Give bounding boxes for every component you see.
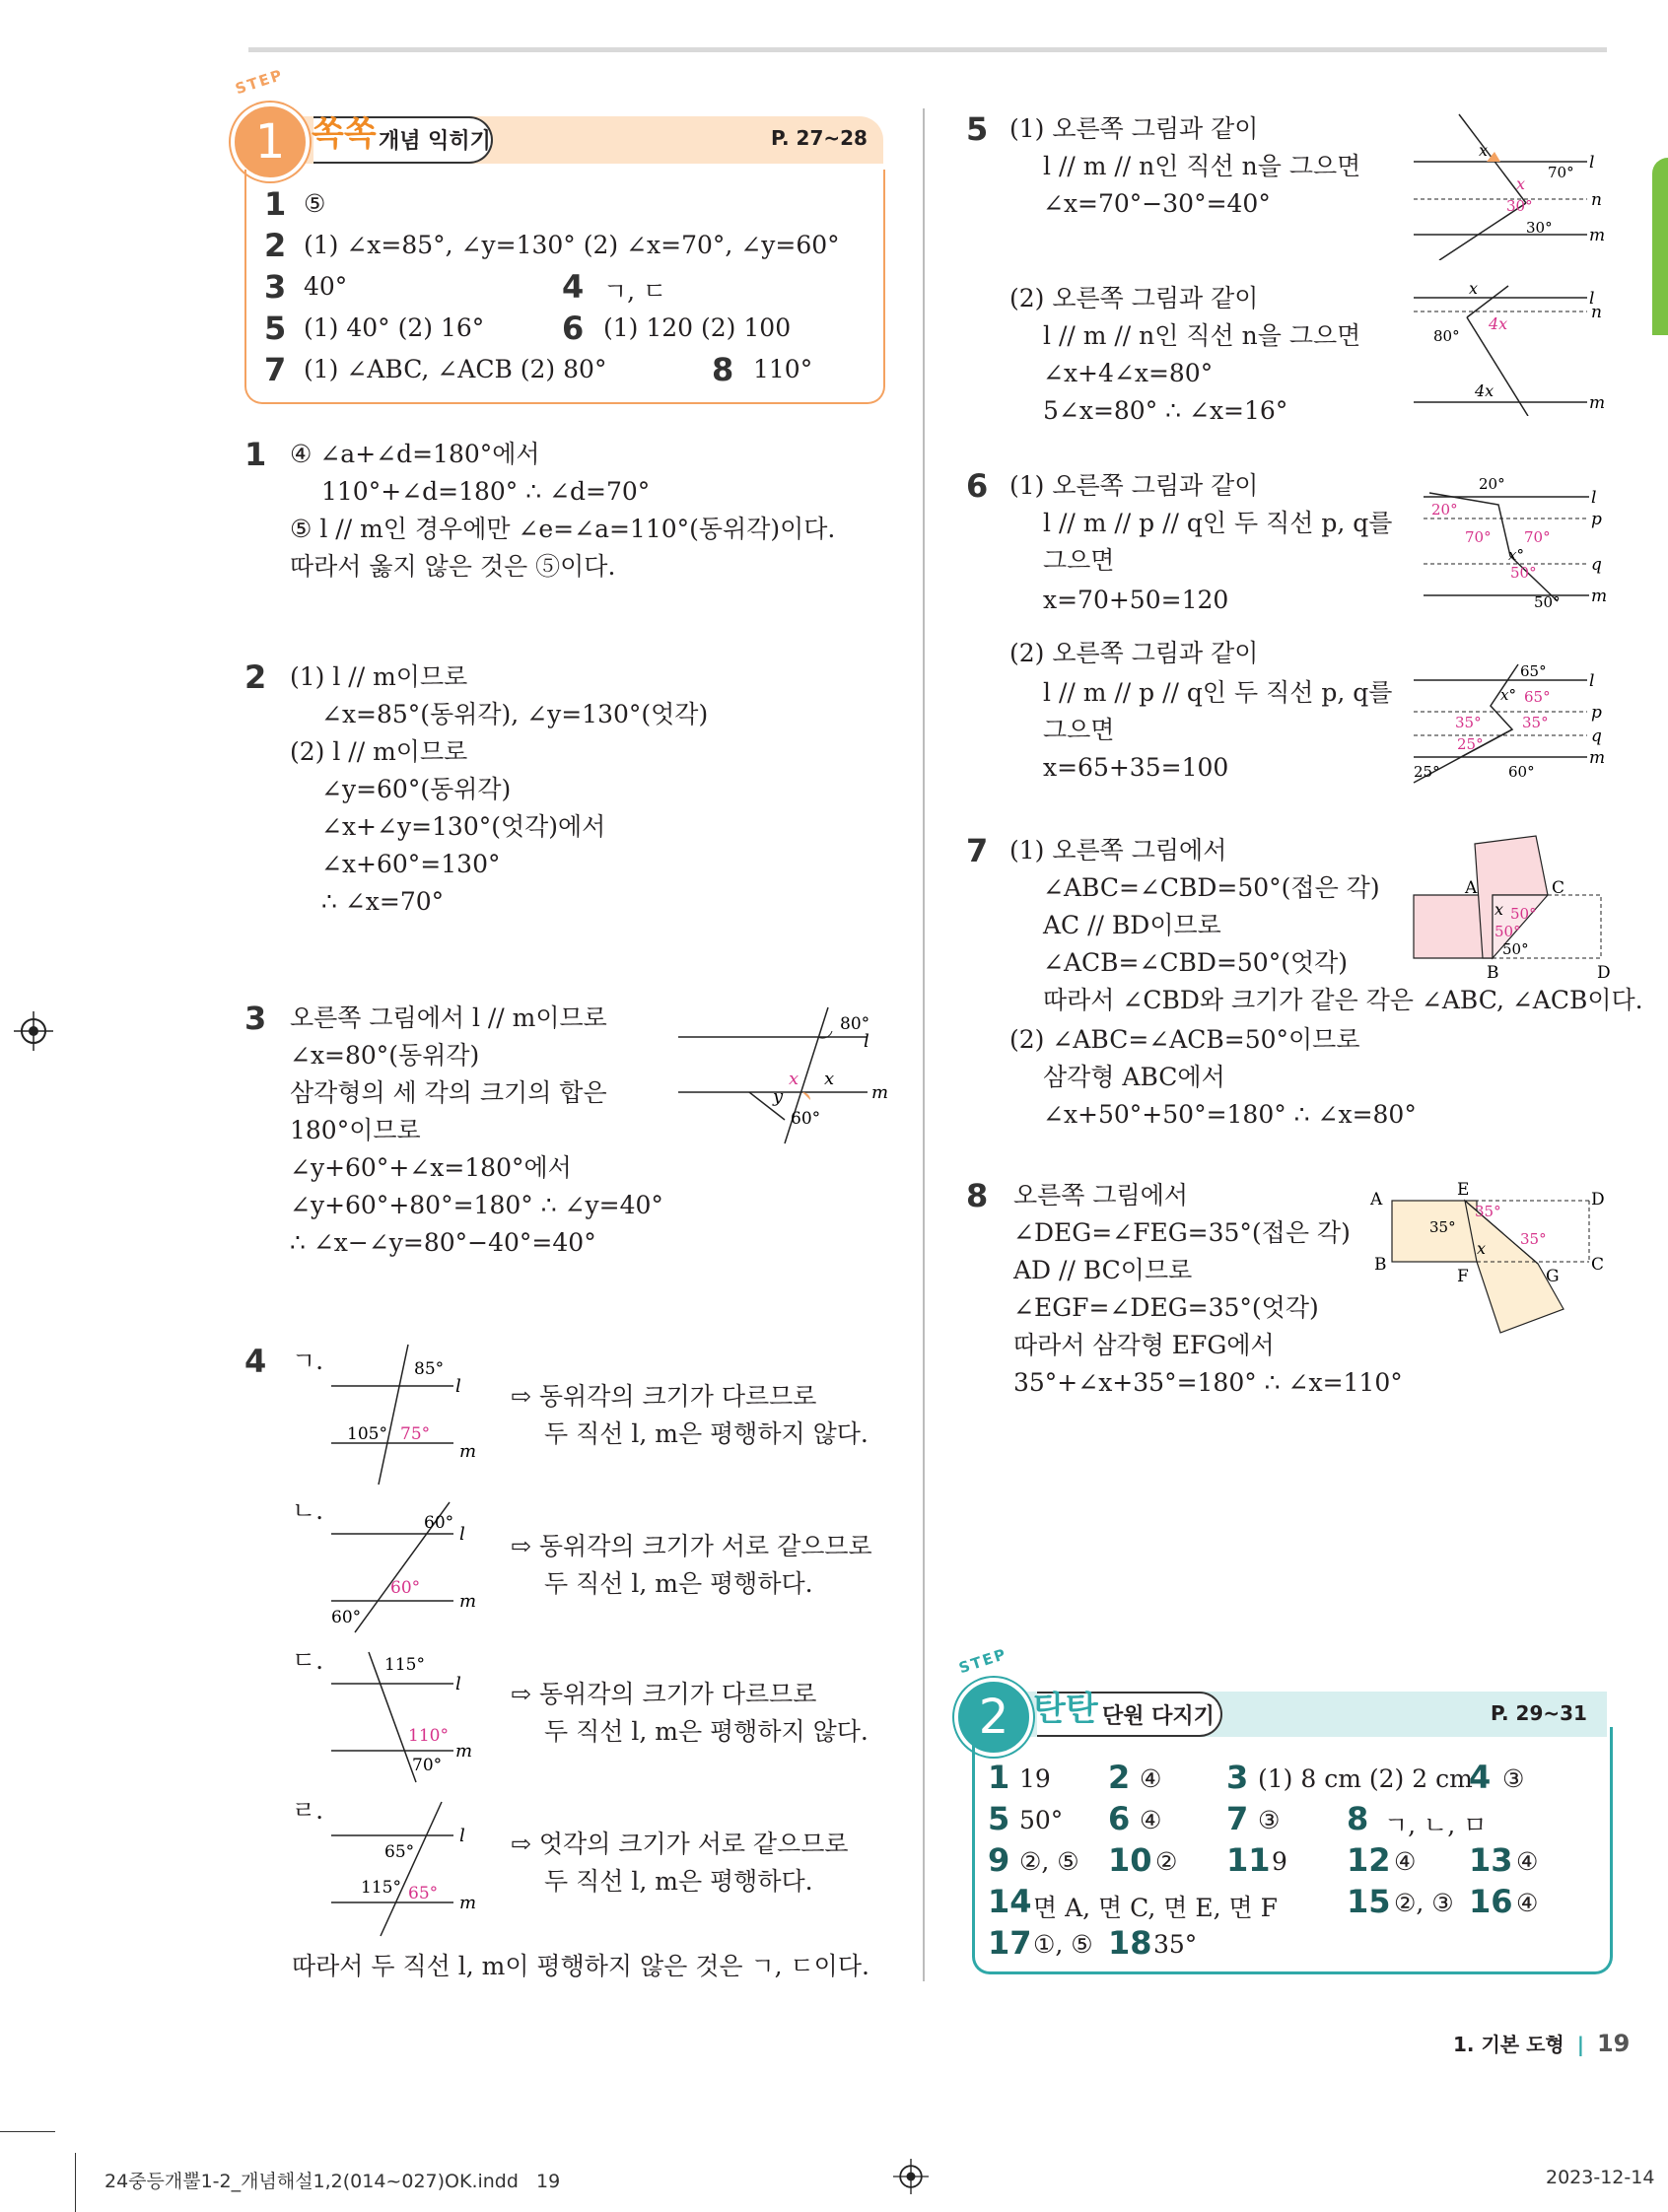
answer-value: ②, ③ xyxy=(1394,1889,1454,1917)
fig6b-35m2: 35° xyxy=(1522,714,1549,731)
fig4c-m: m xyxy=(455,1741,473,1762)
step1-title: 개념 익히기 xyxy=(379,129,491,154)
fig5a-30: 30° xyxy=(1526,219,1553,237)
fig6a-l: l xyxy=(1591,488,1597,508)
answer-num: 4 xyxy=(1469,1759,1492,1796)
solution-line: 그으면 xyxy=(1043,716,1115,744)
solution-line: 오른쪽 그림에서 l // m이므로 xyxy=(290,1003,607,1032)
answer-value: ④ xyxy=(1516,1847,1539,1876)
fig4a-l: l xyxy=(455,1376,461,1397)
solution-line: ∠x+50°+50°=180° ∴ ∠x=80° xyxy=(1043,1100,1417,1129)
figure-5-2 xyxy=(1410,278,1617,416)
fig6a-70m: 70° xyxy=(1465,528,1492,546)
fig4d-m: m xyxy=(459,1893,477,1913)
answer-num: 17 xyxy=(988,1924,1032,1962)
answer-num: 11 xyxy=(1226,1841,1271,1879)
fig7-x: x xyxy=(1494,900,1504,919)
solution-line: ∠ACB=∠CBD=50°(엇각) xyxy=(1043,948,1349,977)
fig3-y: y xyxy=(773,1086,784,1107)
s4-explain-2: 두 직선 l, m은 평행하지 않다. xyxy=(544,1717,869,1746)
fig6b-25m: 25° xyxy=(1457,735,1484,753)
s4-conclusion: 따라서 두 직선 l, m이 평행하지 않은 것은 ㄱ, ㄷ이다. xyxy=(292,1952,869,1980)
fig8-E: E xyxy=(1457,1180,1470,1200)
answer-num: 6 xyxy=(562,310,585,347)
right-tab-edge xyxy=(1652,158,1668,335)
fig8-C: C xyxy=(1591,1255,1605,1275)
answer-value: (1) 8 cm (2) 2 cm xyxy=(1258,1764,1473,1793)
s4-item-mark: ㄴ. xyxy=(292,1496,324,1525)
solution-line: (1) 오른쪽 그림에서 xyxy=(1009,836,1227,864)
step1-title-big: 쏙쏙 xyxy=(312,114,377,154)
fig6a-m: m xyxy=(1591,587,1608,606)
solution-line: (1) 오른쪽 그림과 같이 xyxy=(1009,471,1259,500)
answer-value: ①, ⑤ xyxy=(1033,1930,1093,1959)
answer-num: 15 xyxy=(1347,1883,1391,1920)
footer-separator: | xyxy=(1576,2033,1585,2056)
s4-explain-1: ⇨ 엇각의 크기가 서로 같으므로 xyxy=(511,1830,849,1858)
s4-explain-1: ⇨ 동위각의 크기가 다르므로 xyxy=(511,1680,817,1708)
answer-num: 5 xyxy=(264,310,287,347)
fig8-B: B xyxy=(1374,1255,1387,1275)
step1-pages: P. 27~28 xyxy=(771,126,868,150)
answer-value: (1) 120 (2) 100 xyxy=(603,313,792,342)
s4-explain-2: 두 직선 l, m은 평행하지 않다. xyxy=(544,1419,869,1448)
crop-mark-left xyxy=(0,2131,55,2132)
answer-value: ④ xyxy=(1140,1806,1162,1834)
figure-4-c xyxy=(325,1648,493,1786)
answer-value: 19 xyxy=(1019,1764,1051,1793)
fig8-A: A xyxy=(1370,1190,1383,1210)
answer-num: 2 xyxy=(1108,1759,1131,1796)
solution-line: ∠EGF=∠DEG=35°(엇각) xyxy=(1013,1293,1319,1322)
answer-num: 9 xyxy=(988,1841,1010,1879)
fig5b-l: l xyxy=(1589,289,1595,309)
fig4a-m: m xyxy=(459,1441,477,1462)
fig4d-top-angle: 65° xyxy=(384,1842,415,1862)
fig4b-right-angle: 60° xyxy=(390,1578,421,1598)
solution-number: 5 xyxy=(966,110,989,148)
fig5a-x2: x xyxy=(1516,174,1526,193)
fig4c-right-angle: 110° xyxy=(408,1726,449,1746)
answer-value: 50° xyxy=(1019,1806,1064,1834)
solution-line: ∠y=60°(동위각) xyxy=(321,775,512,803)
solution-number: 4 xyxy=(244,1343,267,1380)
answer-value: (1) ∠x=85°, ∠y=130° (2) ∠x=70°, ∠y=60° xyxy=(304,231,840,259)
fig6a-x: x° xyxy=(1508,546,1524,564)
solution-line: l // m // p // q인 두 직선 p, q를 xyxy=(1043,509,1393,537)
fig4c-left-angle: 70° xyxy=(412,1756,443,1775)
solution-number: 7 xyxy=(966,832,989,869)
crop-mark-vertical xyxy=(75,2153,76,2212)
solution-line: ∠y+60°+80°=180° ∴ ∠y=40° xyxy=(290,1191,663,1219)
solution-number: 1 xyxy=(244,436,267,473)
fig4c-top-angle: 115° xyxy=(384,1655,425,1675)
fig7-50m2: 50° xyxy=(1494,923,1521,940)
answer-num: 5 xyxy=(988,1800,1010,1837)
solution-line: 따라서 ∠CBD와 크기가 같은 각은 ∠ABC, ∠ACB이다. xyxy=(1043,986,1643,1014)
solution-number: 3 xyxy=(244,1000,267,1037)
fig5b-m: m xyxy=(1589,393,1606,413)
answer-value: 40° xyxy=(304,272,348,301)
answer-value: ② xyxy=(1155,1847,1178,1876)
solution-line: (2) 오른쪽 그림과 같이 xyxy=(1009,284,1259,312)
answer-num: 7 xyxy=(1226,1800,1249,1837)
solution-line: ④ ∠a+∠d=180°에서 xyxy=(290,440,540,468)
answer-value: 35° xyxy=(1153,1930,1198,1959)
solution-line: 삼각형의 세 각의 크기의 합은 xyxy=(290,1078,607,1107)
fig4c-l: l xyxy=(455,1674,461,1694)
top-rule xyxy=(248,47,1607,52)
figure-4-d xyxy=(325,1800,493,1938)
fig6b-65: 65° xyxy=(1520,662,1547,680)
figure-3 xyxy=(670,1002,897,1169)
fig8-35m: 35° xyxy=(1475,1203,1501,1220)
answer-value: ④ xyxy=(1516,1889,1539,1917)
answer-num: 16 xyxy=(1469,1883,1513,1920)
solution-number: 8 xyxy=(966,1177,989,1214)
fig4a-top-angle: 85° xyxy=(414,1359,445,1379)
fig7-D: D xyxy=(1597,963,1611,983)
figure-5-1 xyxy=(1410,112,1617,260)
solution-line: AD // BC이므로 xyxy=(1013,1256,1193,1284)
fig6a-20: 20° xyxy=(1479,475,1505,493)
answer-num: 1 xyxy=(264,185,287,223)
print-file-label: 24중등개뿔1-2_개념해설1,2(014~027)OK.indd 19 xyxy=(104,2171,561,2192)
solution-number: 6 xyxy=(966,467,989,505)
answer-value: ⑤ xyxy=(304,189,326,218)
answer-num: 7 xyxy=(264,351,287,388)
s4-explain-1: ⇨ 동위각의 크기가 서로 같으므로 xyxy=(511,1532,872,1560)
solution-line: ∠DEG=∠FEG=35°(접은 각) xyxy=(1013,1218,1351,1247)
solution-line: 그으면 xyxy=(1043,546,1115,575)
fig5a-m: m xyxy=(1589,226,1606,245)
solution-number: 2 xyxy=(244,658,267,696)
solution-line: 삼각형 ABC에서 xyxy=(1043,1063,1225,1091)
figure-6-1 xyxy=(1420,471,1617,619)
fig3-angle-80: 80° xyxy=(840,1014,870,1034)
fig8-D: D xyxy=(1591,1190,1605,1210)
answer-value: ②, ⑤ xyxy=(1019,1847,1079,1876)
solution-line: ∠x=85°(동위각), ∠y=130°(엇각) xyxy=(321,700,709,728)
fig7-B: B xyxy=(1487,963,1499,983)
fig3-angle-60: 60° xyxy=(791,1109,821,1129)
solution-line: ∠x+∠y=130°(엇각)에서 xyxy=(321,812,606,841)
solution-line: (2) 오른쪽 그림과 같이 xyxy=(1009,639,1259,667)
answer-num: 6 xyxy=(1108,1800,1131,1837)
solution-line: ∠y+60°+∠x=180°에서 xyxy=(290,1153,572,1182)
step1-header xyxy=(231,65,883,172)
answer-num: 1 xyxy=(988,1759,1010,1796)
answer-value: 110° xyxy=(753,355,813,383)
s4-item-mark: ㄷ. xyxy=(292,1646,324,1675)
solution-line: 35°+∠x+35°=180° ∴ ∠x=110° xyxy=(1013,1368,1403,1397)
column-divider xyxy=(923,108,925,1981)
answer-value: ③ xyxy=(1502,1764,1525,1793)
solution-line: 5∠x=80° ∴ ∠x=16° xyxy=(1043,396,1288,425)
fig6a-p: p xyxy=(1591,510,1602,529)
fig4b-m: m xyxy=(459,1591,477,1612)
fig4d-l: l xyxy=(459,1826,465,1846)
answer-value: 면 A, 면 C, 면 E, 면 F xyxy=(1033,1894,1278,1922)
solution-line: x=70+50=120 xyxy=(1043,586,1229,614)
fig5a-l: l xyxy=(1589,153,1595,173)
fig5a-70: 70° xyxy=(1548,164,1574,181)
fig6b-65m: 65° xyxy=(1524,688,1551,706)
answer-num: 8 xyxy=(712,351,734,388)
fig3-label-l: l xyxy=(864,1031,869,1052)
fig3-label-m: m xyxy=(871,1082,889,1103)
solution-line: l // m // p // q인 두 직선 p, q를 xyxy=(1043,678,1393,707)
solution-line: ⑤ l // m인 경우에만 ∠e=∠a=110°(동위각)이다. xyxy=(290,515,836,543)
solution-line: x=65+35=100 xyxy=(1043,753,1229,782)
solution-line: (2) ∠ABC=∠ACB=50°이므로 xyxy=(1009,1025,1360,1054)
fig6b-x: x° xyxy=(1500,686,1516,704)
print-date: 2023-12-14 xyxy=(1546,2167,1655,2188)
solution-line: ∠ABC=∠CBD=50°(접은 각) xyxy=(1043,873,1380,902)
answer-num: 8 xyxy=(1347,1800,1369,1837)
fig6b-60: 60° xyxy=(1508,763,1535,781)
fig6b-q: q xyxy=(1591,726,1602,746)
solution-line: 110°+∠d=180° ∴ ∠d=70° xyxy=(321,477,651,506)
solution-line: 따라서 삼각형 EFG에서 xyxy=(1013,1331,1275,1359)
answer-value: ④ xyxy=(1394,1847,1417,1876)
step2-step-label: STEP xyxy=(956,1644,1009,1678)
fig3-x: x xyxy=(824,1069,835,1089)
solution-line: (1) l // m이므로 xyxy=(290,662,468,691)
fig5b-n: n xyxy=(1591,303,1602,322)
answer-num: 14 xyxy=(988,1883,1032,1920)
fig7-50: 50° xyxy=(1502,940,1529,958)
page-number: 19 xyxy=(1596,2030,1631,2057)
answer-num: 2 xyxy=(264,227,287,264)
answer-num: 18 xyxy=(1108,1924,1152,1962)
fig6a-20m: 20° xyxy=(1431,501,1458,518)
fig5a-30-m: 30° xyxy=(1506,197,1533,215)
registration-mark-icon xyxy=(14,1011,53,1051)
fig5b-80: 80° xyxy=(1433,327,1460,345)
solution-line: ∠x+4∠x=80° xyxy=(1043,359,1214,387)
solution-line: 180°이므로 xyxy=(290,1116,421,1144)
fig6b-l: l xyxy=(1589,671,1595,691)
step2-number-circle: 2 xyxy=(954,1678,1033,1757)
fig5a-x: x xyxy=(1479,141,1489,160)
chapter-name: 1. 기본 도형 xyxy=(1453,2033,1564,2056)
fig8-35m2: 35° xyxy=(1520,1230,1547,1248)
fig4b-left-angle: 60° xyxy=(331,1608,362,1627)
fig4a-right-angle: 75° xyxy=(400,1424,431,1444)
solution-line: 오른쪽 그림에서 xyxy=(1013,1181,1188,1210)
answer-value: (1) 40° (2) 16° xyxy=(304,313,485,342)
solution-line: l // m // n인 직선 n을 그으면 xyxy=(1043,152,1361,180)
fig3-x-magenta: x xyxy=(789,1069,799,1089)
step2-title: 단원 다지기 xyxy=(1102,1704,1215,1729)
s4-item-mark: ㄹ. xyxy=(292,1796,324,1825)
answer-num: 12 xyxy=(1347,1841,1391,1879)
fig5b-x: x xyxy=(1469,279,1479,298)
answer-value: (1) ∠ABC, ∠ACB (2) 80° xyxy=(304,355,607,383)
figure-8 xyxy=(1366,1179,1617,1337)
solution-line: ∴ ∠x−∠y=80°−40°=40° xyxy=(290,1228,596,1257)
fig4b-top-angle: 60° xyxy=(424,1513,454,1533)
solution-line: 따라서 옳지 않은 것은 ⑤이다. xyxy=(290,552,616,581)
solution-line: (1) 오른쪽 그림과 같이 xyxy=(1009,114,1259,143)
fig6b-p: p xyxy=(1591,703,1602,723)
step1-step-label: STEP xyxy=(233,65,286,99)
step2-pages: P. 29~31 xyxy=(1491,1701,1587,1725)
fig8-F: F xyxy=(1457,1267,1469,1286)
figure-6-2 xyxy=(1410,655,1617,793)
s4-explain-2: 두 직선 l, m은 평행하다. xyxy=(544,1569,813,1598)
answer-value: ㄱ, ㄷ xyxy=(603,277,667,306)
solution-line: ∠x+60°=130° xyxy=(321,850,501,878)
fig8-G: G xyxy=(1546,1267,1560,1286)
s4-explain-1: ⇨ 동위각의 크기가 다르므로 xyxy=(511,1382,817,1411)
fig6b-25: 25° xyxy=(1414,763,1440,781)
fig4d-left-angle: 115° xyxy=(361,1878,401,1898)
fig5b-4x: 4x xyxy=(1475,381,1494,400)
fig8-x: x xyxy=(1477,1239,1487,1258)
answer-num: 3 xyxy=(1226,1759,1249,1796)
solution-line: ∠x=80°(동위각) xyxy=(290,1041,480,1070)
s4-item-mark: ㄱ. xyxy=(292,1347,324,1375)
fig7-50m: 50° xyxy=(1510,905,1537,923)
answer-num: 13 xyxy=(1469,1841,1513,1879)
solution-line: l // m // n인 직선 n을 그으면 xyxy=(1043,321,1361,350)
fig6a-70m2: 70° xyxy=(1524,528,1551,546)
answer-num: 3 xyxy=(264,268,287,306)
fig6b-35m: 35° xyxy=(1455,714,1482,731)
fig4a-left-angle: 105° xyxy=(347,1424,387,1444)
step2-title-big: 탄탄 xyxy=(1033,1690,1098,1729)
fig5a-n: n xyxy=(1591,190,1602,210)
answer-value: ㄱ, ㄴ, ㅁ xyxy=(1384,1811,1488,1839)
chapter-footer xyxy=(1453,2029,1630,2057)
solution-line: (2) l // m이므로 xyxy=(290,737,468,766)
s4-explain-2: 두 직선 l, m은 평행하다. xyxy=(544,1867,813,1896)
fig5b-4x-m: 4x xyxy=(1489,314,1508,333)
fig6a-50: 50° xyxy=(1534,593,1561,611)
figure-4-b xyxy=(325,1498,493,1636)
answer-value: 9 xyxy=(1272,1847,1287,1876)
step1-number-circle: 1 xyxy=(231,103,310,181)
solution-line: ∠x=70°−30°=40° xyxy=(1043,189,1271,218)
fig6a-50m: 50° xyxy=(1510,564,1537,582)
figure-7 xyxy=(1410,828,1617,986)
fig7-C: C xyxy=(1552,878,1565,898)
fig6a-q: q xyxy=(1591,555,1602,575)
answer-value: ③ xyxy=(1258,1806,1281,1834)
answer-num: 4 xyxy=(562,268,585,306)
answer-num: 10 xyxy=(1108,1841,1152,1879)
fig8-35: 35° xyxy=(1429,1218,1456,1236)
fig4b-l: l xyxy=(459,1524,465,1545)
fig6b-m: m xyxy=(1589,748,1606,768)
fig4d-right-angle: 65° xyxy=(408,1884,439,1903)
solution-line: AC // BD이므로 xyxy=(1043,911,1221,939)
registration-mark-bottom-icon xyxy=(893,2159,929,2194)
answer-value: ④ xyxy=(1140,1764,1162,1793)
figure-4-a xyxy=(325,1341,493,1488)
fig7-A: A xyxy=(1465,878,1478,898)
solution-line: ∴ ∠x=70° xyxy=(321,887,445,916)
